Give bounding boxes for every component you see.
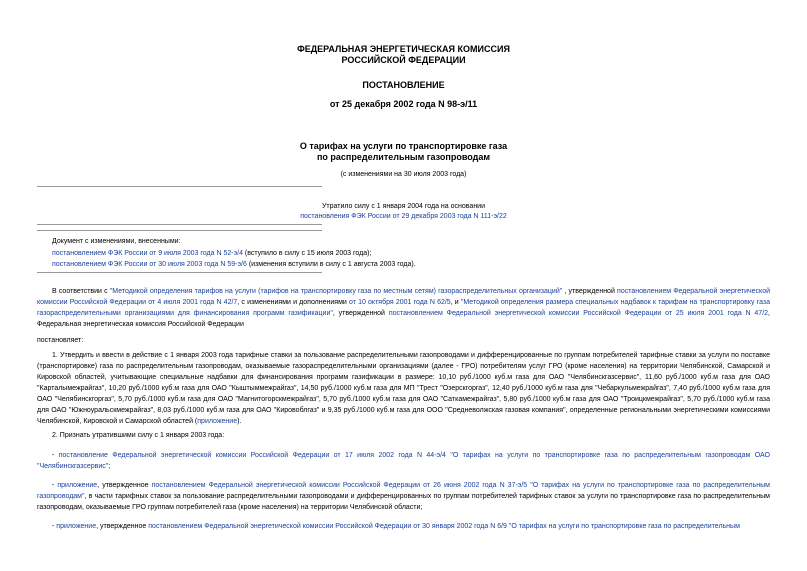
divider-3 <box>37 230 322 231</box>
preamble-link-62-5[interactable]: от 10 октября 2001 года N 62/5 <box>348 299 451 306</box>
item-1 <box>37 350 770 427</box>
repealed-3-dash: - <box>52 523 57 530</box>
divider-4 <box>37 272 322 273</box>
preamble-text-6: , Федеральная энергетическая комиссия Российской Федерации <box>37 310 770 328</box>
repealed-2-fek-link[interactable]: постановлением Федеральной энергетической комиссии Российской Федерации от 26 июня 2002 года N 37-э/5 "О тарифах на услуги по транспортировке газа по распределительным газопроводам" <box>37 482 770 500</box>
repealed-2-text-1: , утвержденное <box>97 482 152 489</box>
edition-note: (с изменениями на 30 июля 2003 года) <box>340 171 467 178</box>
preamble-link-fek-47-2[interactable]: постановлением Федеральной энергетической комиссии Российской Федерации от 25 июля 2001 года N 47/2 <box>388 310 769 317</box>
validity-line: Утратило силу с 1 января 2004 года на основании <box>321 203 486 210</box>
repealed-2-appendix-link[interactable]: приложение <box>57 482 98 489</box>
repealed-item-3 <box>37 521 770 532</box>
resolves-label: постановляет: <box>37 337 84 344</box>
doc-type: ПОСТАНОВЛЕНИЕ <box>362 80 445 90</box>
org-name <box>0 44 807 66</box>
preamble-text-1: В соответствии с <box>52 288 110 295</box>
validity-link[interactable]: постановления ФЭК России от 29 декабря 2003 года N 111-э/22 <box>300 212 507 220</box>
changes-heading: Документ с изменениями, внесенными: <box>52 238 181 245</box>
change-text-1: (вступило в силу с 15 июля 2003 года); <box>242 249 372 257</box>
doc-title <box>0 141 807 163</box>
preamble-link-method-tariffs[interactable]: "Методикой определения тарифов на услуги (тарифов на транспортировку газа по местным сетям) газораспределительных организаций" <box>109 288 563 295</box>
item-1-tail: ). <box>237 418 242 425</box>
preamble-link-method-surcharges[interactable]: "Методикой определения размера специальных надбавок к тарифам на транспортировку газа газораспределительными организациями для финансирования программ газификации" <box>37 299 770 317</box>
repealed-3-fek-link[interactable]: постановлением Федеральной энергетической комиссии Российской Федерации от 30 января 2002 года N 6/9 "О тарифах на услуги по транспортировке газа по распределительным <box>148 523 740 530</box>
change-link-1[interactable]: постановлением ФЭК России от 9 июля 2003 года N 52-э/4 <box>52 249 243 257</box>
validity-note <box>0 202 807 221</box>
preamble-link-fek-42-7[interactable]: постановлением Федеральной энергетической комиссии Российской Федерации от 4 июля 2001 года N 42/7 <box>37 288 771 306</box>
item-1-text: 1. Утвердить и ввести в действие с 1 января 2003 года тарифные ставки за пользование распределительными газопроводами и дифференцированные по группам потребителей тарифные ставки за услуги по поставке (транспортировке) газа по распределительным газопроводам, оказываемые газораспределительными организациями (далее - ГРО) потребителям услуг ГРО (кроме населения) на территории Челябинской, Самарской и Кировской областей, учитывающие специальные надбавки для финансирования программ газификации в размере: 10,10 руб./1000 куб.м газа для ОАО "Челябинскгазсервис", 11,60 руб./1000 куб.м газа для ОАО "Карталымежрайгаз", 10,20 руб./1000 куб.м газа для ОАО "Кыштыммежрайгаз", 14,50 руб./1000 куб.м газа для МП "Трест "Озерскгоргаз", 12,40 руб./1000 куб.м газа для "Чебаркульмежрайгаз", 7,40 руб./1000 куб.м газа для ОАО "Челябинскгоргаз", 5,70 руб./1000 куб.м газа для ОАО "Магнитогорскмежрайгаз", 5,70 руб./1000 куб.м газа для ОАО "Саткамежрайгаз", 5,80 руб./1000 куб.м газа для ОАО "Троицкмежрайгаз", 5,70 руб./1000 куб.м газа для ОАО "Южноуральскмежрайгаз", 8,03 руб./1000 куб.м газа для ОАО "Кировоблгаз" и 9,35 руб./1000 куб.м газа для ООО "Средневолжская газовая компания", определенные региональными энергетическими комиссиями Челябинской, Кировской и Самарской областей ( <box>37 352 770 425</box>
preamble-text-5: , утвержденной <box>332 310 389 317</box>
change-link-2[interactable]: постановлением ФЭК России от 30 июля 2003 года N 59-э/6 <box>52 261 247 268</box>
repealed-3-text-1: , утвержденное <box>96 523 149 530</box>
repealed-2-text-2: , в части тарифных ставок за пользование распределительными газопроводами и дифференцированных по группам потребителей тарифных ставок за услуги по транспортировке газа по распределительным газопроводам, оказываемые ГРО группам потребителей газа (кроме населения) на территории Челябинской области; <box>37 493 770 511</box>
preamble-text-3: , с изменениями и дополнениями <box>237 299 349 306</box>
item-2: 2. Признать утратившими силу с 1 января 2003 года: <box>52 432 225 439</box>
org-line-2: РОССИЙСКОЙ ФЕДЕРАЦИИ <box>341 55 466 65</box>
changes-block <box>52 236 752 271</box>
title-line-1: О тарифах на услуги по транспортировке газа <box>299 141 508 151</box>
preamble <box>37 286 770 330</box>
preamble-text-4: , и <box>450 299 461 306</box>
repealed-1-dash: - <box>52 452 59 459</box>
repealed-1-text: ; <box>108 463 111 470</box>
doc-date: от 25 декабря 2002 года N 98-э/11 <box>329 99 478 109</box>
preamble-text-2: , утвержденной <box>562 288 618 295</box>
repealed-2-dash: - <box>52 482 58 489</box>
repealed-3-appendix-link[interactable]: приложение <box>56 523 97 530</box>
org-line-1: ФЕДЕРАЛЬНАЯ ЭНЕРГЕТИЧЕСКАЯ КОМИССИЯ <box>297 44 510 54</box>
divider-2 <box>37 224 322 225</box>
change-item-2 <box>52 259 752 271</box>
title-line-2: по распределительным газопроводам <box>316 152 490 162</box>
item-1-appendix-link[interactable]: приложение <box>197 418 238 425</box>
repealed-1-link[interactable]: постановление Федеральной энергетической комиссии Российской Федерации от 17 июля 2002 года N 44-э/4 "О тарифах на услуги по транспортировке газа по распределительным газопроводам ОАО "Челябинскгазсервис" <box>37 452 770 470</box>
change-item-1 <box>52 248 752 260</box>
change-text-2: (изменения вступили в силу с 1 августа 2003 года). <box>246 261 416 268</box>
repealed-item-1 <box>37 450 770 472</box>
repealed-item-2 <box>37 480 770 513</box>
divider-1 <box>37 186 322 187</box>
